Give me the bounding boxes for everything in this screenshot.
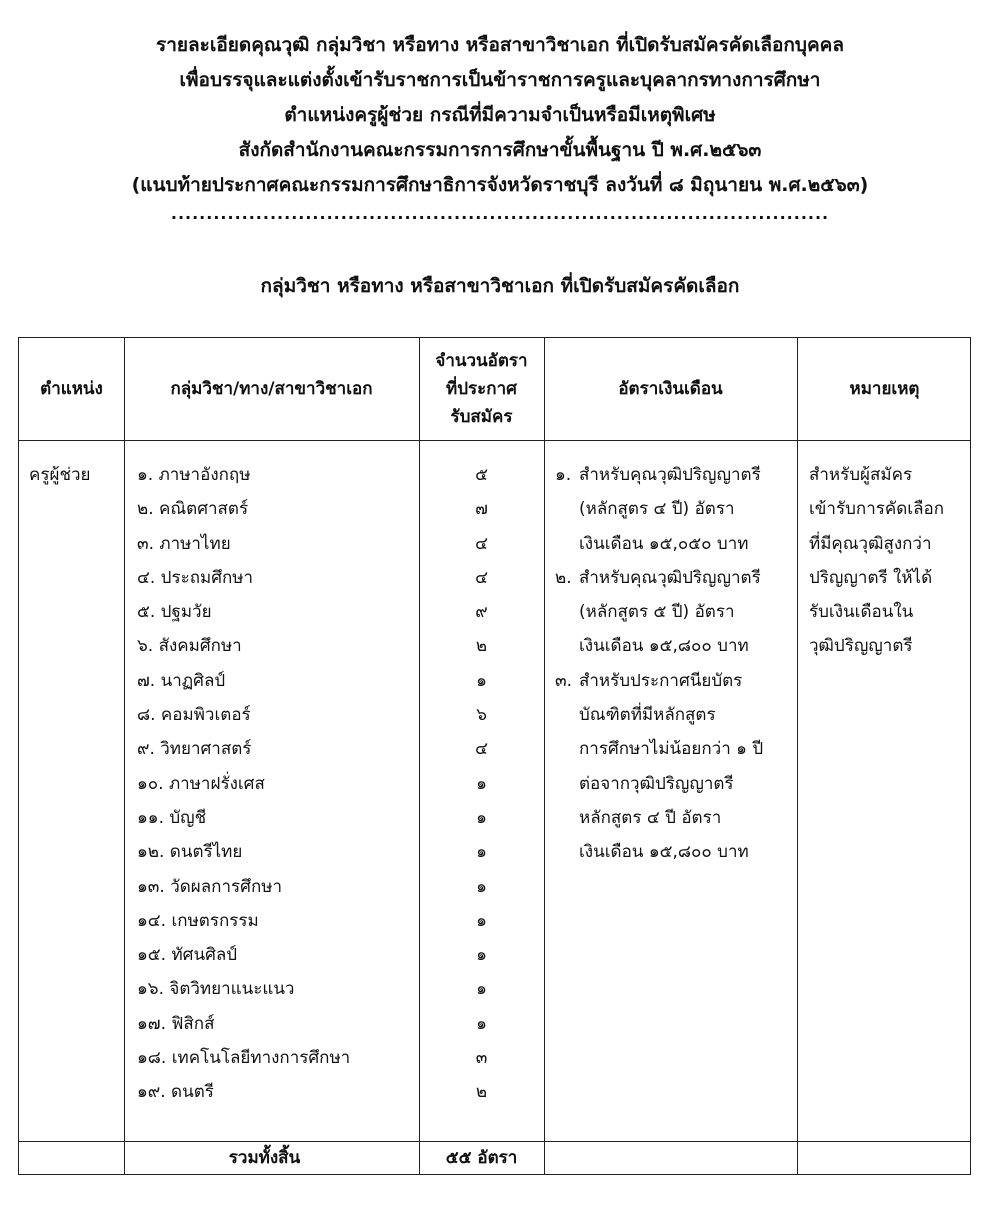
header-divider: .............................................................................................: [170, 204, 830, 223]
header-line-1: รายละเอียดคุณวุฒิ กลุ่มวิชา หรือทาง หรือสาขาวิชาเอก ที่เปิดรับสมัครคัดเลือกบุคคล: [155, 34, 845, 56]
count-value: ๑: [476, 945, 487, 966]
salary-item-number: ๓.: [555, 670, 573, 691]
header-position-label: ตำแหน่ง: [40, 379, 103, 399]
header-count-line-3: รับสมัคร: [450, 407, 513, 427]
subject-row: ๑๘. เทคโนโลยีทางการศึกษา: [137, 1048, 351, 1069]
subject-row: ๑๑. บัญชี: [137, 807, 207, 828]
column-divider: [797, 338, 798, 1174]
subject-row: ๕. ปฐมวัย: [137, 602, 212, 623]
count-value: ๑: [476, 807, 487, 828]
subject-row: ๑๔. เกษตรกรรม: [137, 910, 259, 931]
note-line: เข้ารับการคัดเลือก: [809, 499, 945, 520]
note-line: วุฒิปริญญาตรี: [809, 636, 913, 657]
count-value: ๙: [475, 602, 488, 623]
count-value: ๖: [476, 705, 487, 726]
header-line-3: ตำแหน่งครูผู้ช่วย กรณีที่มีความจำเป็นหรือมีเหตุพิเศษ: [284, 104, 716, 126]
count-value: ๑: [476, 1013, 487, 1034]
count-value: ๑: [476, 876, 487, 897]
count-value: ๔: [475, 739, 488, 760]
subject-row: ๖. สังคมศึกษา: [137, 636, 242, 657]
salary-line: สำหรับคุณวุฒิปริญญาตรี: [579, 465, 761, 485]
count-value: ๔: [475, 567, 488, 588]
count-value: ๕: [475, 465, 488, 485]
salary-line: (หลักสูตร ๕ ปี) อัตรา: [579, 602, 735, 623]
column-divider: [544, 338, 545, 1174]
count-value: ๑: [476, 979, 487, 1000]
salary-item: [555, 458, 795, 561]
count-value: ๑: [476, 773, 487, 794]
position-cell: ครูผู้ช่วย: [29, 465, 91, 485]
total-value: ๕๕ อัตรา: [445, 1148, 518, 1168]
subject-row: ๑๒. ดนตรีไทย: [137, 842, 243, 863]
salary-item-number: ๒.: [555, 567, 572, 588]
subject-row: ๓. ภาษาไทย: [137, 533, 231, 554]
header-line-2: เพื่อบรรจุและแต่งตั้งเข้ารับราชการเป็นข้าราชการครูและบุคลากรทางการศึกษา: [179, 69, 821, 91]
subject-row: ๑๓. วัดผลการศึกษา: [137, 876, 282, 897]
subject-row: ๒. คณิตศาสตร์: [137, 499, 249, 520]
document-header: [0, 28, 1000, 225]
count-value: ๑: [476, 842, 487, 863]
count-value: ๑: [476, 670, 487, 691]
salary-line: การศึกษาไม่น้อยกว่า ๑ ปี: [579, 739, 764, 760]
note-cell: [809, 458, 964, 664]
note-line: รับเงินเดือนใน: [809, 602, 914, 623]
count-value: ๓: [475, 1048, 488, 1069]
subject-row: ๗. นาฏศิลป์: [137, 670, 226, 691]
subject-row: ๑๗. ฟิสิกส์: [137, 1013, 215, 1034]
salary-item: [555, 561, 795, 664]
header-count: [419, 338, 544, 440]
salary-line: หลักสูตร ๔ ปี อัตรา: [579, 807, 722, 828]
header-count-line-1: จำนวนอัตรา: [435, 351, 528, 371]
salary-list: [555, 458, 795, 870]
subject-row: ๑๖. จิตวิทยาแนะแนว: [137, 979, 295, 1000]
count-value: ๒: [475, 1082, 488, 1103]
salary-line: (หลักสูตร ๔ ปี) อัตรา: [579, 499, 735, 520]
header-count-line-2: ที่ประกาศ: [446, 379, 517, 399]
note-line: ที่มีคุณวุฒิสูงกว่า: [809, 533, 932, 554]
header-salary: [544, 338, 797, 440]
count-value: ๔: [475, 533, 488, 554]
salary-line: ต่อจากวุฒิปริญญาตรี: [579, 773, 734, 794]
count-value: ๒: [475, 636, 488, 657]
salary-line: สำหรับคุณวุฒิปริญญาตรี: [579, 567, 761, 588]
subject-row: ๔. ประถมศึกษา: [137, 567, 254, 588]
subject-row: ๑๐. ภาษาฝรั่งเศส: [137, 773, 265, 794]
header-line-5: (แนบท้ายประกาศคณะกรรมการศึกษาธิการจังหวัดราชบุรี ลงวันที่ ๘ มิถุนายน พ.ศ.๒๕๖๓): [131, 174, 869, 196]
salary-line: เงินเดือน ๑๕,๘๐๐ บาท: [579, 636, 749, 657]
header-row-divider: [19, 440, 970, 441]
subject-list: [137, 458, 417, 1110]
header-line-4: สังกัดสำนักงานคณะกรรมการการศึกษาขั้นพื้นฐาน ปี พ.ศ.๒๕๖๓: [238, 139, 762, 161]
note-line: ปริญญาตรี ให้ได้: [809, 567, 933, 588]
note-line: สำหรับผู้สมัคร: [809, 465, 913, 485]
count-value: ๑: [476, 910, 487, 931]
salary-item: [555, 664, 795, 870]
subject-row: ๘. คอมพิวเตอร์: [137, 705, 251, 726]
vacancy-table: [18, 337, 971, 1175]
section-title: กลุ่มวิชา หรือทาง หรือสาขาวิชาเอก ที่เปิดรับสมัครคัดเลือก: [260, 275, 740, 297]
salary-item-number: ๑.: [555, 465, 572, 485]
header-salary-label: อัตราเงินเดือน: [618, 379, 723, 399]
subject-row: ๑๙. ดนตรี: [137, 1082, 214, 1103]
header-note: [797, 338, 972, 440]
header-subject-label: กลุ่มวิชา/ทาง/สาขาวิชาเอก: [170, 379, 373, 399]
header-note-label: หมายเหตุ: [849, 379, 920, 399]
subject-row: ๑๕. ทัศนศิลป์: [137, 945, 238, 966]
salary-line: เงินเดือน ๑๕,๐๕๐ บาท: [579, 533, 749, 554]
header-subject: [124, 338, 419, 440]
total-label: รวมทั้งสิ้น: [228, 1148, 301, 1168]
salary-line: สำหรับประกาศนียบัตร: [579, 670, 743, 691]
salary-line: เงินเดือน ๑๕,๘๐๐ บาท: [579, 842, 749, 863]
salary-line: บัณฑิตที่มีหลักสูตร: [579, 705, 716, 726]
count-value: ๗: [475, 499, 488, 520]
header-position: [19, 338, 124, 440]
subject-row: ๑. ภาษาอังกฤษ: [137, 465, 251, 485]
column-divider: [124, 338, 125, 1174]
subject-row: ๙. วิทยาศาสตร์: [137, 739, 252, 760]
count-list: [419, 458, 544, 1110]
